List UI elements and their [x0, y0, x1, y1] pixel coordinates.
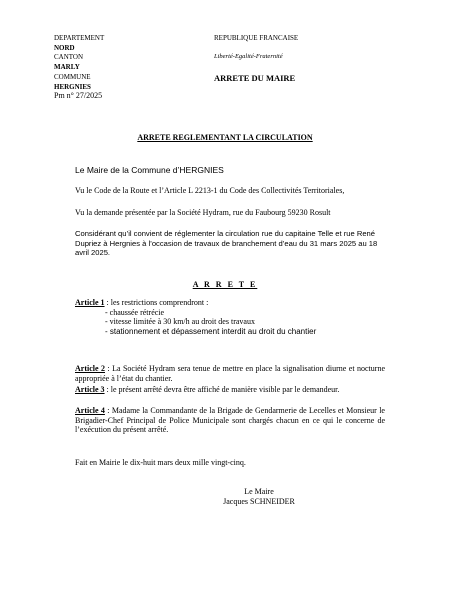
arrete-heading	[0, 280, 450, 289]
article-4-label: Article 4	[75, 406, 105, 415]
article-3-label: Article 3	[75, 385, 105, 394]
canton-label: CANTON	[54, 53, 84, 62]
article-4-text: : Madame la Commandante de la Brigade de Gendarmerie de Lecelles et Monsieur le Brigadier-Chef Principal de Police Municipale sont chargés chacun en ce qui le concerne de l’exécution du présent arrêté.	[75, 406, 385, 434]
article-1-label: Article 1	[75, 298, 105, 307]
arrete-type-title: ARRETE DU MAIRE	[214, 73, 296, 84]
canton-name: MARLY	[54, 63, 80, 72]
department-name: NORD	[54, 43, 75, 52]
closing-line: Fait en Mairie le dix-huit mars deux mille vingt-cinq.	[75, 458, 246, 467]
signature-block	[214, 487, 304, 507]
administrative-header	[54, 34, 104, 92]
article-2-label: Article 2	[75, 364, 105, 373]
code-reference-line: Vu le Code de la Route et l’Article L 2213-1 du Code des Collectivités Territoriales,	[75, 186, 345, 195]
reference-number: Pm n° 27/2025	[54, 91, 103, 100]
main-title-text: ARRETE REGLEMENTANT LA CIRCULATION	[137, 133, 313, 142]
restriction-item: - stationnement et dépassement interdit au droit du chantier	[105, 326, 317, 336]
arrete-heading-text: A R R E T E	[192, 280, 258, 289]
signatory-role: Le Maire	[244, 487, 274, 496]
article-1-text: : les restrictions comprendront :	[104, 298, 209, 307]
article-3-text: : le présent arrêté devra être affiché de manière visible par le demandeur.	[104, 385, 340, 394]
considering-paragraph: Considérant qu’il convient de réglementer la circulation rue du capitaine Telle et rue René Dupriez à Hergnies à l’occasion de travaux de branchement d’eau du 31 mars 2025 au 18 avril 2025.	[75, 229, 378, 257]
restriction-item: - vitesse limitée à 30 km/h au droit des travaux	[105, 317, 255, 326]
mayor-line: Le Maire de la Commune d’HERGNIES	[75, 165, 224, 175]
article-1	[75, 298, 385, 336]
commune-name: HERGNIES	[54, 82, 91, 91]
request-line: Vu la demande présentée par la Société Hydram, rue du Faubourg 59230 Rosult	[75, 208, 331, 217]
commune-label: COMMUNE	[54, 72, 91, 81]
article-2-text: : La Société Hydram sera tenue de mettre en place la signalisation diurne et nocturne appropriée à l’état du chantier.	[75, 364, 385, 383]
national-motto: Liberté-Egalité-Fraternité	[214, 52, 283, 60]
department-label: DEPARTEMENT	[54, 34, 105, 42]
article-2	[75, 364, 385, 383]
article-3	[75, 385, 385, 395]
article-4	[75, 406, 385, 435]
main-title	[0, 133, 450, 142]
restriction-item: - chaussée rétrécie	[105, 307, 165, 317]
republic-header	[214, 34, 298, 84]
country-name: REPUBLIQUE FRANCAISE	[214, 34, 299, 42]
signatory-name: Jacques SCHNEIDER	[223, 497, 295, 506]
